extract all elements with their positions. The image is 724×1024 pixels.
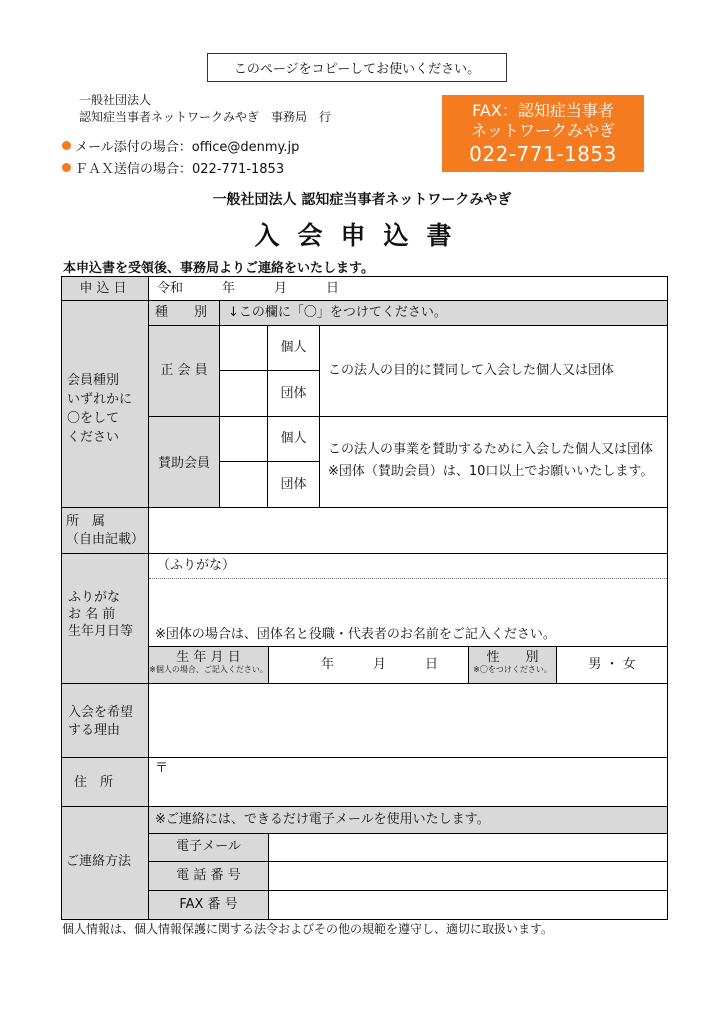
- member-type-label: 会員種別 いずれかに 〇をして ください: [67, 373, 133, 445]
- reason-label: 入会を希望 する理由: [68, 705, 134, 738]
- date-value: 令和 年 月 日: [157, 281, 340, 296]
- fax-banner-line1: FAX：認知症当事者: [472, 100, 614, 120]
- birth-note: ※個人の場合、ご記入ください。: [149, 665, 268, 674]
- email-contact-text: メール添付の場合：office@denmy.jp: [75, 140, 300, 155]
- birth-date-value: 年 月 日: [321, 657, 439, 672]
- individual-label: 個人: [280, 431, 307, 446]
- regular-group-checkbox[interactable]: [220, 371, 268, 417]
- name-label: ふりがな お 名 前 生年月日等: [68, 590, 134, 639]
- reason-input[interactable]: [149, 684, 667, 758]
- email-input[interactable]: [269, 834, 667, 862]
- affiliation-label: 所 属 （自由記載）: [66, 514, 145, 547]
- name-input[interactable]: [149, 579, 667, 647]
- fax-label-cell: [149, 891, 269, 919]
- email-label-cell: [149, 834, 269, 862]
- date-field[interactable]: [149, 277, 667, 301]
- type-header-cell: [149, 301, 220, 326]
- address-label-cell: [62, 758, 149, 807]
- regular-desc: この法人の目的に賛同して入会した個人又は団体: [328, 363, 615, 378]
- gender-label-cell: [469, 647, 557, 684]
- regular-member-cell: [149, 326, 220, 417]
- fax-contact-text: ＦＡＸ送信の場合：022-771-1853: [75, 162, 285, 177]
- individual-label: 個人: [280, 340, 307, 355]
- name-label-cell: [62, 554, 149, 684]
- type-instruction: ↓この欄に「〇」をつけてください。: [228, 305, 447, 320]
- receipt-notice: 本申込書を受領後、事務局よりご連絡をいたします。: [63, 261, 374, 276]
- gender-value: 男 ・ 女: [588, 657, 636, 672]
- supporting-group-cell: [268, 462, 320, 508]
- member-type-label-cell: [62, 301, 149, 508]
- birth-label: 生 年 月 日: [176, 650, 241, 665]
- privacy-notice: 個人情報は、個人情報保護に関する法令およびその他の規範を遵守し、適切に取扱います。: [62, 922, 554, 936]
- contact-label-cell: [62, 807, 149, 919]
- date-label: 申込日: [79, 281, 131, 296]
- regular-member-label: 正 会 員: [160, 363, 208, 378]
- bullet-icon: [62, 141, 71, 150]
- supporting-individual-cell: [268, 417, 320, 462]
- birth-label-cell: [149, 647, 269, 684]
- gender-label: 性 別: [486, 650, 539, 665]
- group-label: 団体: [280, 386, 307, 401]
- supporting-desc-2: ※団体（賛助会員）は、10口以上でお願いいたします。: [328, 464, 654, 479]
- furigana-input[interactable]: [149, 554, 667, 579]
- regular-individual-cell: [268, 326, 320, 371]
- address-label: 住 所: [74, 775, 114, 790]
- contact-note-cell: [149, 807, 667, 834]
- bullet-icon: [62, 163, 71, 172]
- postal-mark: 〒: [155, 761, 169, 776]
- application-form: [61, 276, 668, 920]
- fax-contact-row: [62, 158, 284, 177]
- fax-banner-number: 022-771-1853: [469, 141, 617, 166]
- addressee-line1: 一般社団法人: [79, 93, 152, 107]
- supporting-desc-1: この法人の事業を賛助するために入会した個人又は団体: [328, 442, 654, 457]
- supporting-group-checkbox[interactable]: [220, 462, 268, 508]
- furigana-hint: （ふりがな）: [157, 558, 236, 573]
- regular-individual-checkbox[interactable]: [220, 326, 268, 371]
- affiliation-label-cell: [62, 508, 149, 554]
- supporting-individual-checkbox[interactable]: [220, 417, 268, 462]
- birth-date-input[interactable]: [269, 647, 469, 684]
- phone-label: 電 話 番 号: [176, 868, 241, 883]
- supporting-desc-cell: [320, 417, 667, 508]
- regular-group-cell: [268, 371, 320, 417]
- gender-selector[interactable]: [557, 647, 667, 684]
- fax-banner: [442, 95, 644, 172]
- phone-label-cell: [149, 862, 269, 891]
- group-name-note: ※団体の場合は、団体名と役職・代表者のお名前をご記入ください。: [155, 627, 556, 642]
- copy-instruction: このページをコピーしてお使いください。: [207, 53, 507, 82]
- group-label: 団体: [280, 477, 307, 492]
- gender-note: ※〇をつけください。: [473, 665, 552, 674]
- supporting-member-cell: [149, 417, 220, 508]
- addressee-line2: 認知症当事者ネットワークみやぎ 事務局 行: [79, 110, 332, 124]
- type-header: 種 別: [155, 305, 208, 320]
- contact-label: ご連絡方法: [66, 854, 132, 869]
- organization-title: 一般社団法人 認知症当事者ネットワークみやぎ: [212, 192, 512, 208]
- reason-label-cell: [62, 684, 149, 758]
- regular-desc-cell: [320, 326, 667, 417]
- supporting-member-label: 賛助会員: [157, 456, 210, 471]
- email-contact-row: [62, 136, 299, 155]
- date-label-cell: [62, 277, 149, 301]
- address-input[interactable]: [149, 758, 667, 807]
- phone-input[interactable]: [269, 862, 667, 891]
- email-label: 電子メール: [176, 839, 241, 854]
- fax-input[interactable]: [269, 891, 667, 919]
- type-instruction-cell: [220, 301, 667, 326]
- affiliation-input[interactable]: [149, 508, 667, 554]
- fax-banner-line2: ネットワークみやぎ: [470, 120, 615, 140]
- contact-note: ※ご連絡には、できるだけ電子メールを使用いたします。: [155, 812, 490, 827]
- fax-label: FAX 番 号: [179, 897, 238, 912]
- form-title: 入会申込書: [254, 221, 470, 250]
